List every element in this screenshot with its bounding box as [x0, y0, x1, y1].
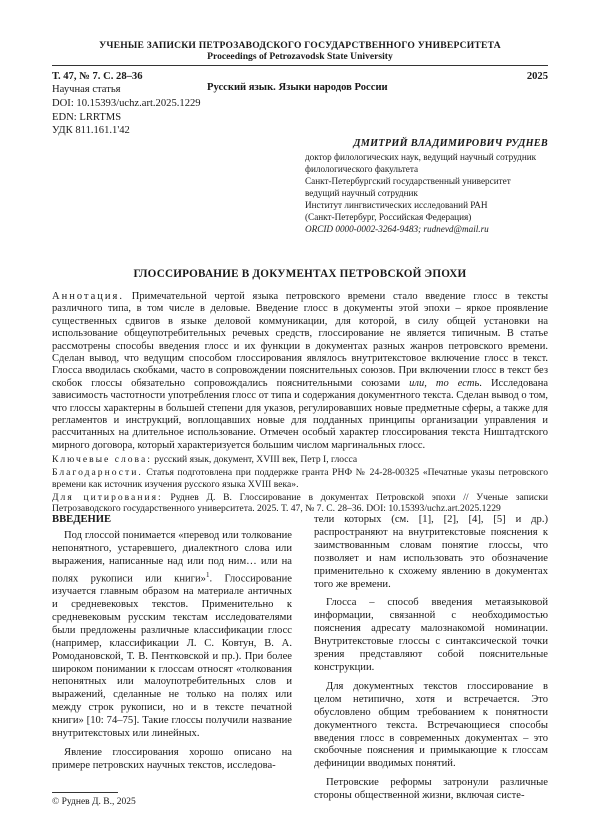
year: 2025 [526, 71, 548, 82]
paragraph-text: Под глоссой понимается «перевод или толкование непонятного, устаревшего, диалектного слова или выражения, написанные над или под ним… или на полях рукописи или книги» [52, 529, 292, 585]
abstract-text-cont: . Исследована зависимость частотности употребления глосс от типа и содержания документного текста. Сделан вывод о том, что глоссы характерны в большей степени для указов, регулировавших новые предметные сферы, а также для регламентов и инструкций, воплощавших новые для подданных принципы организации управления и рассчитанных на длительное использование. Отмечен особый характер глоссирования текста Ништадтского мирного договора, который характеризуется большим числом маргинальных глосс. [52, 377, 548, 451]
paragraph: Явление глоссирования хорошо описано на примере петровских научных текстов, исследова- [52, 746, 292, 771]
article-type: Научная статья [52, 84, 121, 95]
abstract-block [52, 291, 548, 514]
copyright: © Руднев Д. В., 2025 [52, 797, 136, 807]
keywords [52, 454, 548, 465]
header-divider [52, 65, 548, 66]
author-affiliation-line: Санкт-Петербургский государственный университет [305, 176, 511, 186]
paragraph: Для документных текстов глоссирование в целом нетипично, хотя и встречается. Это обусловлено общим требованием к понятности документного текста. Встречающиеся способы введения глосс в современных документах – это скобочные пояснения и примыкающие к глоссам дефиниции вводимых понятий. [314, 680, 548, 770]
edn: EDN: LRRTMS [52, 112, 122, 123]
author-name: ДМИТРИЙ ВЛАДИМИРОВИЧ РУДНЕВ [353, 138, 548, 149]
footnote-ref[interactable]: 1 [205, 570, 210, 579]
journal-title: УЧЕНЫЕ ЗАПИСКИ ПЕТРОЗАВОДСКОГО ГОСУДАРСТВЕННОГО УНИВЕРСИТЕТА [99, 40, 501, 51]
citation [52, 492, 548, 514]
keywords-label: Ключевые слова: [52, 454, 152, 466]
abstract-text: Примечательной чертой языка петровского времени стало введение глосс в тексты различного типа, в том числе в деловые. Введение глосс в документы этой эпохи – яркое проявление существенных сдвигов в языке деловой коммуникации, для которой, в силу общей установки на использование общеупотребительных речевых средств, глоссирование не является типичным. В статье рассмотрены способы введения глосс и их функции в документах разных жанров петровского времени. Сделан вывод, что ведущим способом глоссирования являлось внутритекстовое включение глосс в текст. Глосса вводилась скобками, часто в сопровождении пояснительных союзов. При включении глосс в текст без скобок глоссы обязательно сопровождались пояснительными союзами [52, 291, 548, 389]
doi: DOI: 10.15393/uchz.art.2025.1229 [52, 98, 201, 109]
acknowledgements-text: Статья подготовлена при поддержке гранта РНФ № 24-28-00325 «Печатные указы петровского времени как источник изучения русского языка XVIII века». [52, 467, 548, 490]
paragraph-text-cont: . Глоссирование изучается главным образом на материале античных и средневековых текстов. Применительно к средневековым русским текстам исследователями были предложены различные классификации глосс (например, классификации Л. С. Ковтун, В. А. Ромодановской, Т. В. Пентковской и пр.). При более широком понимании к глоссам относят «толкования непонятных или малоупотребительных слов и выражений, сделанные не только на полях или между строк рукописи, но и в тексте печатной книги» [10: 74–75]. Такие глоссы получили название внутритекстовых или линейных. [52, 573, 292, 740]
author-affiliation-line: филологического факультета [305, 164, 419, 174]
body-column-right [314, 514, 548, 803]
author-affiliation-line: (Санкт-Петербург, Российская Федерация) [305, 212, 472, 222]
body-column-left [52, 514, 292, 773]
abstract-italic: или, то есть [409, 377, 480, 389]
footnote-divider [52, 792, 118, 793]
abstract-label: Аннотация. [52, 291, 125, 302]
paragraph [52, 530, 292, 741]
udk: УДК 811.161.1'42 [52, 125, 130, 136]
acknowledgements-label: Благодарности. [52, 467, 143, 479]
author-affiliation-line: доктор филологических наук, ведущий научный сотрудник [305, 152, 537, 162]
paragraph: тели которых (см. [1], [2], [4], [5] и др.) распространяют на внутритекстовые пояснения к заимствованным словам понятие глоссы, что позволяет и нам использовать это обозначение применительно к схожему явлению в документах того же времени. [314, 514, 548, 590]
keywords-text: русский язык, документ, XVIII век, Петр I, глосса [151, 454, 358, 466]
citation-label: Для цитирования: [52, 491, 163, 503]
journal-subtitle: Proceedings of Petrozavodsk State University [207, 51, 393, 62]
author-affiliation-line: ведущий научный сотрудник [305, 188, 418, 198]
author-affiliation-line: Институт лингвистических исследований РАН [305, 200, 488, 210]
paragraph: Глосса – способ введения метаязыковой информации, связанной с необходимостью пояснения адресату малознакомой номинации. Внутритекстовые глоссы с синтаксической точки зрения представляют собой пояснительные конструкции. [314, 597, 548, 673]
paragraph: Петровские реформы затронули различные стороны общественной жизни, включая систе- [314, 777, 548, 802]
volume-pages: Т. 47, № 7. С. 28–36 [52, 71, 143, 82]
author-contact: ORCID 0000-0002-3264-9483; rudnevd@mail.ru [305, 224, 489, 234]
section-heading: ВВЕДЕНИЕ [52, 514, 112, 525]
abstract [52, 291, 548, 452]
section-name: Русский язык. Языки народов России [207, 82, 388, 93]
acknowledgements [52, 467, 548, 489]
article-title: ГЛОССИРОВАНИЕ В ДОКУМЕНТАХ ПЕТРОВСКОЙ ЭПОХИ [133, 268, 467, 280]
citation-text: Руднев Д. В. Глоссирование в документах Петровской эпохи // Ученые записки Петрозаводского государственного университета. 2025. Т. 47, № 7. С. 28–36. DOI: 10.15393/uchz.art.2025.1229 [52, 491, 548, 515]
